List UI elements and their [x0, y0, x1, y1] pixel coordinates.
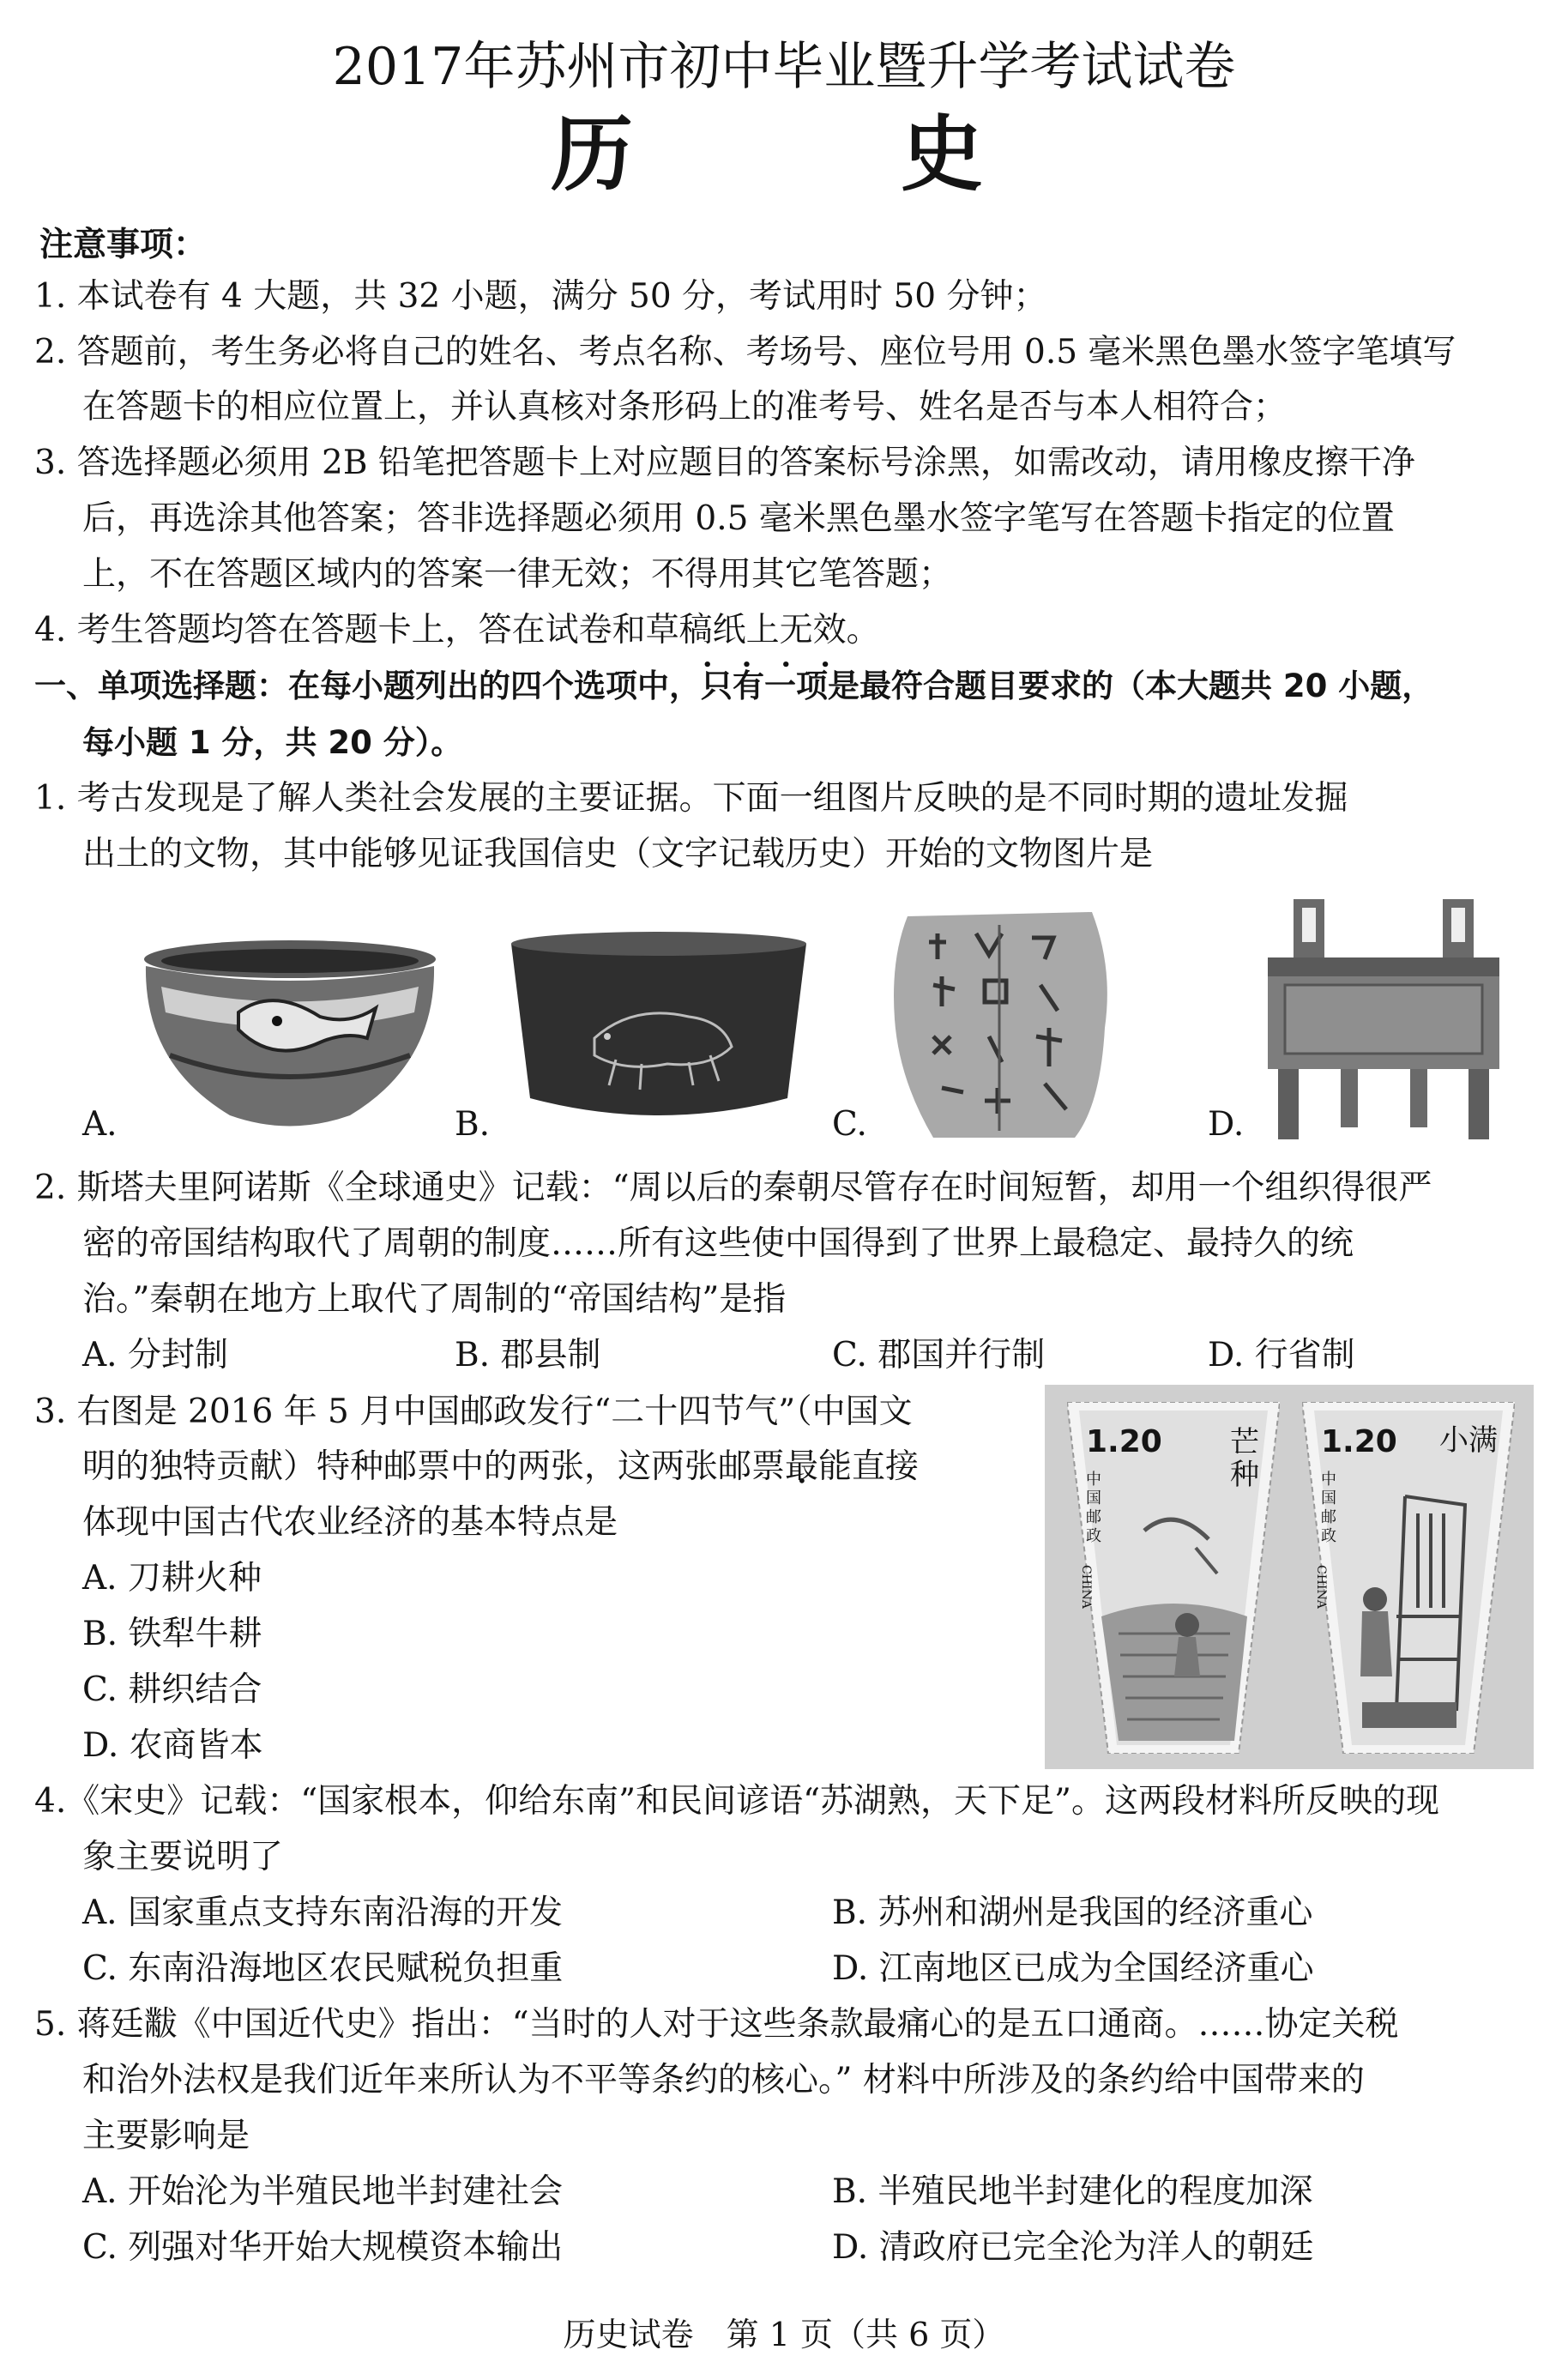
question-4-option-b: B. 苏州和湖州是我国的经济重心: [832, 1894, 1313, 1932]
option-c-label: C.: [832, 1105, 867, 1144]
question-5-option-c: C. 列强对华开始大规模资本输出: [82, 2228, 564, 2267]
stamp-2-latin: CHINA: [1314, 1565, 1328, 1609]
option-a-label: A.: [82, 1105, 118, 1144]
stamp-1-term: 芒种: [1230, 1425, 1259, 1492]
question-2-line: 治。”秦朝在地方上取代了周制的“帝国结构”是指: [82, 1280, 787, 1319]
question-3-line: 3. 右图是 2016 年 5 月中国邮政发行“二十四节气”（中国文: [34, 1392, 913, 1431]
stamp-xiaoman: [1302, 1402, 1515, 1754]
stamp-1-country: 中国邮政: [1086, 1471, 1101, 1545]
section-heading-line2: 每小题 1 分，共 20 分）。: [82, 724, 463, 761]
question-5-option-a: A. 开始沦为半殖民地半封建社会: [82, 2172, 563, 2211]
note-line: 后，再选涂其他答案；答非选择题必须用 0.5 毫米黑色墨水签字笔写在答题卡指定的位置: [82, 499, 1395, 538]
option-b-label: B.: [455, 1105, 491, 1144]
section-heading: [34, 662, 1433, 710]
question-4-option-d: D. 江南地区已成为全国经济重心: [832, 1949, 1314, 1988]
subject-title: 历 史: [551, 106, 1017, 202]
question-1-line: 出土的文物，其中能够见证我国信史（文字记载历史）开始的文物图片是: [82, 835, 1154, 873]
question-3-option-c: C. 耕织结合: [82, 1670, 262, 1709]
question-4-option-a: A. 国家重点支持东南沿海的开发: [82, 1894, 563, 1932]
note-line: 1. 本试卷有 4 大题，共 32 小题，满分 50 分，考试用时 50 分钟；: [34, 277, 1047, 316]
note-line: 2. 答题前，考生务必将自己的姓名、考点名称、考场号、座位号用 0.5 毫米黑色墨水签字笔填写: [34, 333, 1456, 372]
stamp-1-latin: CHINA: [1079, 1565, 1093, 1609]
notes-heading: 注意事项：: [39, 226, 208, 264]
note-line: 4. 考生答题均答在答题卡上，答在试卷和草稿纸上无效。: [34, 611, 880, 649]
question-2-option-b: B. 郡县制: [455, 1336, 601, 1374]
question-5-option-d: D. 清政府已完全沦为洋人的朝廷: [832, 2228, 1314, 2267]
question-4-option-c: C. 东南沿海地区农民赋税负担重: [82, 1949, 564, 1988]
question-3-text: 能直接: [818, 1447, 920, 1486]
section-heading-part: 是最符合题目要求的（本大题共 20 小题，: [828, 667, 1434, 704]
oracle-bone-image: [882, 908, 1118, 1139]
stamp-1-price: 1.20: [1086, 1424, 1162, 1459]
question-4-line: 象主要说明了: [82, 1838, 284, 1876]
question-3-text: 明的独特贡献）特种邮票中的两张，这两张邮票: [82, 1447, 786, 1486]
question-2-option-d: D. 行省制: [1208, 1336, 1355, 1374]
page-footer: 历史试卷 第 1 页（共 6 页）: [563, 2316, 1005, 2353]
stamps-figure: [1045, 1385, 1534, 1769]
stamp-2-price: 1.20: [1321, 1424, 1397, 1459]
question-3-line: [82, 1443, 919, 1491]
question-3-emphasis: 最: [785, 1447, 819, 1486]
exam-title: 2017年苏州市初中毕业暨升学考试试卷: [332, 37, 1236, 97]
stamp-2-country: 中国邮政: [1321, 1471, 1336, 1545]
painted-pottery-bowl-image: [136, 935, 444, 1133]
note-line: 在答题卡的相应位置上，并认真核对条形码上的准考号、姓名是否与本人相符合；: [82, 388, 1288, 426]
stamp-mangzhong: [1067, 1402, 1280, 1754]
question-2-option-c: C. 郡国并行制: [832, 1336, 1046, 1374]
question-3-option-d: D. 农商皆本: [82, 1726, 263, 1765]
question-3-option-a: A. 刀耕火种: [82, 1559, 262, 1598]
question-2-line: 密的帝国结构取代了周朝的制度……所有这些使中国得到了世界上最稳定、最持久的统: [82, 1224, 1354, 1263]
question-2-line: 2. 斯塔夫里阿诺斯《全球通史》记载：“周以后的秦朝尽管存在时间短暂，却用一个组织得很严: [34, 1169, 1432, 1207]
note-line: 3. 答选择题必须用 2B 铅笔把答题卡上对应题目的答案标号涂黑，如需改动，请用橡皮擦干净: [34, 444, 1415, 482]
question-5-line: 5. 蒋廷黻《中国近代史》指出：“当时的人对于这些条款最痛心的是五口通商。……协定关税: [34, 2005, 1399, 2044]
question-3-option-b: B. 铁犁牛耕: [82, 1615, 262, 1653]
question-3-line: 体现中国古代农业经济的基本特点是: [82, 1503, 618, 1542]
option-d-label: D.: [1208, 1105, 1245, 1144]
question-5-line: 主要影响是: [82, 2117, 250, 2155]
note-line: 上，不在答题区域内的答案一律无效；不得用其它笔答题；: [82, 555, 953, 594]
bronze-ding-image: [1259, 899, 1508, 1141]
question-1-line: 1. 考古发现是了解人类社会发展的主要证据。下面一组图片反映的是不同时期的遗址发掘: [34, 779, 1348, 818]
question-5-option-b: B. 半殖民地半封建化的程度加深: [832, 2172, 1313, 2211]
question-2-option-a: A. 分封制: [82, 1336, 228, 1374]
question-4-line: 4.《宋史》记载：“国家根本，仰给东南”和民间谚语“苏湖熟，天下足”。这两段材料所反映的现: [34, 1782, 1439, 1821]
black-pottery-bowl-image: [504, 927, 813, 1133]
question-5-line: 和治外法权是我们近年来所认为不平等条约的核心。” 材料中所涉及的条约给中国带来的: [82, 2061, 1365, 2099]
stamp-2-term: 小满: [1439, 1423, 1498, 1458]
section-heading-emphasis: 只有一项 • • • •: [701, 667, 828, 704]
section-heading-part: 一、单项选择题：在每小题列出的四个选项中，: [34, 667, 701, 704]
